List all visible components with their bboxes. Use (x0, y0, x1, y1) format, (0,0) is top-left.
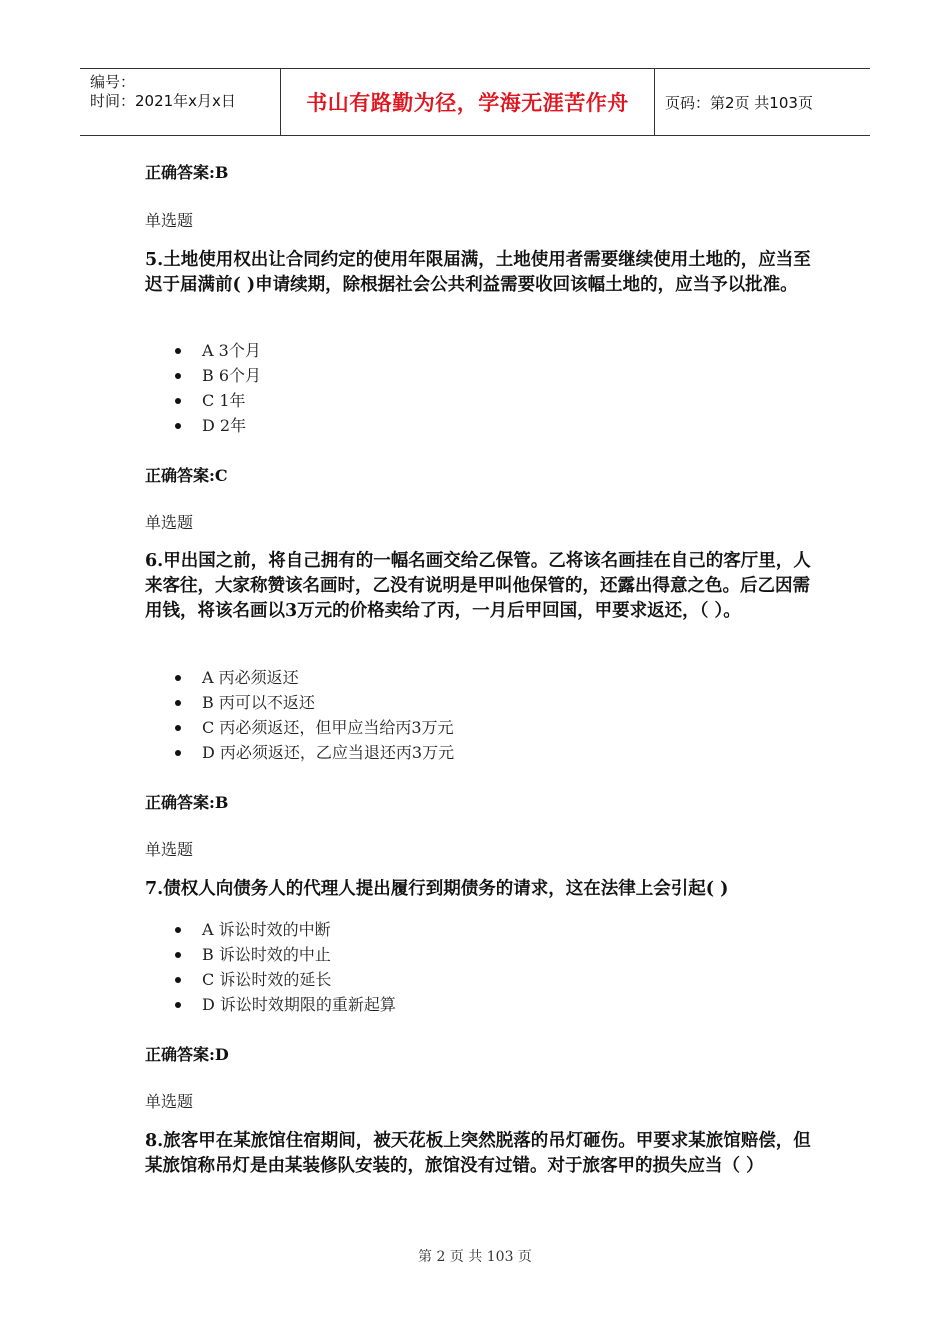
option-item: D 2年 (175, 413, 261, 438)
option-item: D 诉讼时效期限的重新起算 (175, 992, 396, 1017)
question-7-options (175, 917, 396, 1017)
question-5-text: 5.土地使用权出让合同约定的使用年限届满，土地使用者需要继续使用土地的，应当至迟于届满前( )申请续期，除根据社会公共利益需要收回该幅土地的，应当予以批准。 (145, 250, 811, 295)
question-type: 单选题 (145, 211, 194, 230)
question-5-options (175, 338, 261, 438)
option-item: A 丙必须返还 (175, 665, 454, 690)
header-page-info: 页码：第2页 共103页 (665, 93, 813, 112)
option-item: C 丙必须返还，但甲应当给丙3万元 (175, 715, 454, 740)
header-motto: 书山有路勤为径，学海无涯苦作舟 (281, 69, 655, 135)
question-7-answer: 正确答案:D (145, 1045, 229, 1064)
header-number-label: 编号： (90, 73, 136, 91)
option-item: C 1年 (175, 388, 261, 413)
header-time-label: 时间：2021年x月x日 (90, 92, 236, 110)
option-item: D 丙必须返还，乙应当退还丙3万元 (175, 740, 454, 765)
question-type: 单选题 (145, 1092, 194, 1111)
option-item: A 3个月 (175, 338, 261, 363)
option-item: B 丙可以不返还 (175, 690, 454, 715)
option-item: B 诉讼时效的中止 (175, 942, 396, 967)
question-6-text: 6.甲出国之前，将自己拥有的一幅名画交给乙保管。乙将该名画挂在自己的客厅里，人来客往，大家称赞该名画时，乙没有说明是甲叫他保管的，还露出得意之色。后乙因需用钱，将该名画以3万元的价格卖给了丙，一月后甲回国，甲要求返还，（ ）。 (145, 551, 811, 621)
header-meta (80, 69, 281, 135)
question-7-text: 7.债权人向债务人的代理人提出履行到期债务的请求，这在法律上会引起( ) (145, 879, 729, 899)
page-header (80, 68, 870, 136)
page-footer: 第 2 页 共 103 页 (418, 1249, 532, 1265)
question-6-answer: 正确答案:B (145, 793, 229, 812)
question-5-answer: 正确答案:C (145, 466, 228, 485)
option-item: A 诉讼时效的中断 (175, 917, 396, 942)
option-item: C 诉讼时效的延长 (175, 967, 396, 992)
answer-previous: 正确答案:B (145, 163, 229, 182)
option-item: B 6个月 (175, 363, 261, 388)
question-type: 单选题 (145, 513, 194, 532)
question-6-options (175, 665, 454, 765)
question-type: 单选题 (145, 840, 194, 859)
question-8-text: 8.旅客甲在某旅馆住宿期间，被天花板上突然脱落的吊灯砸伤。甲要求某旅馆赔偿，但某旅馆称吊灯是由某装修队安装的，旅馆没有过错。对于旅客甲的损失应当（ ） (145, 1131, 811, 1176)
